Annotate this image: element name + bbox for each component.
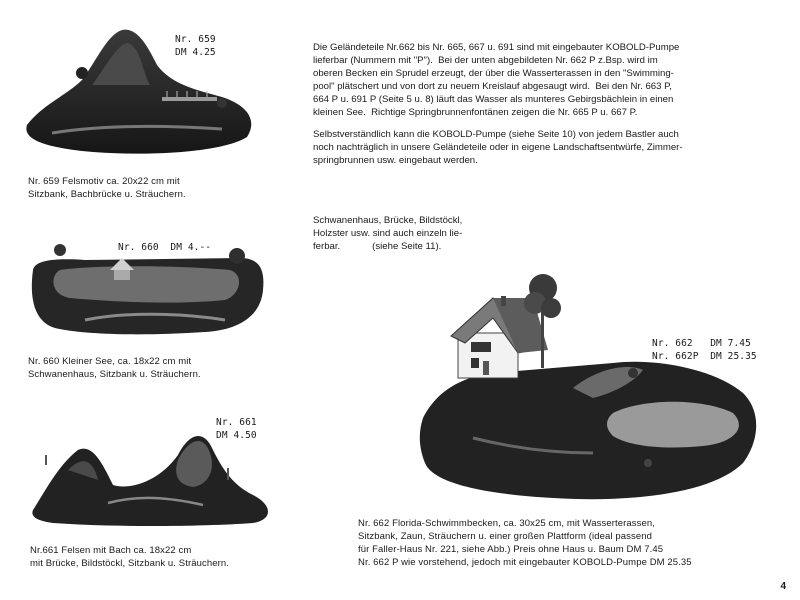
intro-p1-line: lieferbar (Nummern mit "P"). Bei der unten abgebildeten Nr. 662 P z.Bsp. wird im [313,55,658,66]
product-661-price: DM 4.50 [216,430,257,441]
intro-p2-line: springbrunnen usw. eingebaut werden. [313,155,478,166]
product-662-caption-line: Nr. 662 Florida-Schwimmbecken, ca. 30x25 cm, mit Wasserterassen, [358,518,655,529]
intro-p1-line: Die Geländeteile Nr.662 bis Nr. 665, 667 u. 691 sind mit eingebauter KOBOLD-Pumpe [313,42,680,53]
product-662-caption-line: für Faller-Haus Nr. 221, siehe Abb.) Preis ohne Haus u. Baum DM 7.45 [358,544,664,555]
intro-p2-line: noch nachträglich in unsere Geländeteile oder in eigene Landschaftsentwürfe, Zimmer- [313,142,683,153]
intro-p1-line: 664 P u. 691 P (Seite 5 u. 8) läuft das Wasser als munteres Gebirgsbächlein in einen [313,94,674,105]
page-number: 4 [780,581,786,592]
intro-p3-line: ferbar. (siehe Seite 11). [313,241,442,252]
product-661-number: Nr. 661 [216,417,257,428]
intro-p1-line: pool" plätschert und von dort zu neuem Kreislauf abgesaugt wird. Bei den Nr. 663 P, [313,81,672,92]
intro-p2-line: Selbstverständlich kann die KOBOLD-Pumpe (siehe Seite 10) von jedem Bastler auch [313,129,679,140]
product-660-image [25,240,270,340]
intro-p1-line: oberen Becken ein Sprudel erzeugt, der über die Wasserterassen in den "Swimming- [313,68,674,79]
product-662-caption-line: Sitzbank, Zaun, Sträuchern u. einer großen Plattform (ideal passend [358,531,652,542]
product-660-label: Nr. 660 DM 4.-- [118,242,212,253]
intro-p1-line: kleinen See. Richtige Springbrunnenfontänen zeigen die Nr. 665 P u. 667 P. [313,107,638,118]
product-661-caption-line-2: mit Brücke, Bildstöckl, Sitzbank u. Sträuchern. [30,558,229,569]
product-659-number: Nr. 659 [175,34,216,45]
product-659-image [22,25,262,160]
product-662-caption-line: Nr. 662 P wie vorstehend, jedoch mit eingebauter KOBOLD-Pumpe DM 25.35 [358,557,692,568]
product-661-image [28,425,273,530]
product-662-image [413,258,763,508]
product-662-price-line-1: Nr. 662 DM 7.45 [652,338,751,349]
intro-p3-line: Schwanenhaus, Brücke, Bildstöckl, [313,215,463,226]
product-662-price-line-2: Nr. 662P DM 25.35 [652,351,757,362]
product-659-caption-line-2: Sitzbank, Bachbrücke u. Sträuchern. [28,189,186,200]
product-660-caption-line-1: Nr. 660 Kleiner See, ca. 18x22 cm mit [28,356,192,367]
intro-p3-line: Holzster usw. sind auch einzeln lie- [313,228,463,239]
product-660-caption-line-2: Schwanenhaus, Sitzbank u. Sträuchern. [28,369,201,380]
product-659-caption-line-1: Nr. 659 Felsmotiv ca. 20x22 cm mit [28,176,180,187]
product-661-caption-line-1: Nr.661 Felsen mit Bach ca. 18x22 cm [30,545,192,556]
product-659-price: DM 4.25 [175,47,216,58]
